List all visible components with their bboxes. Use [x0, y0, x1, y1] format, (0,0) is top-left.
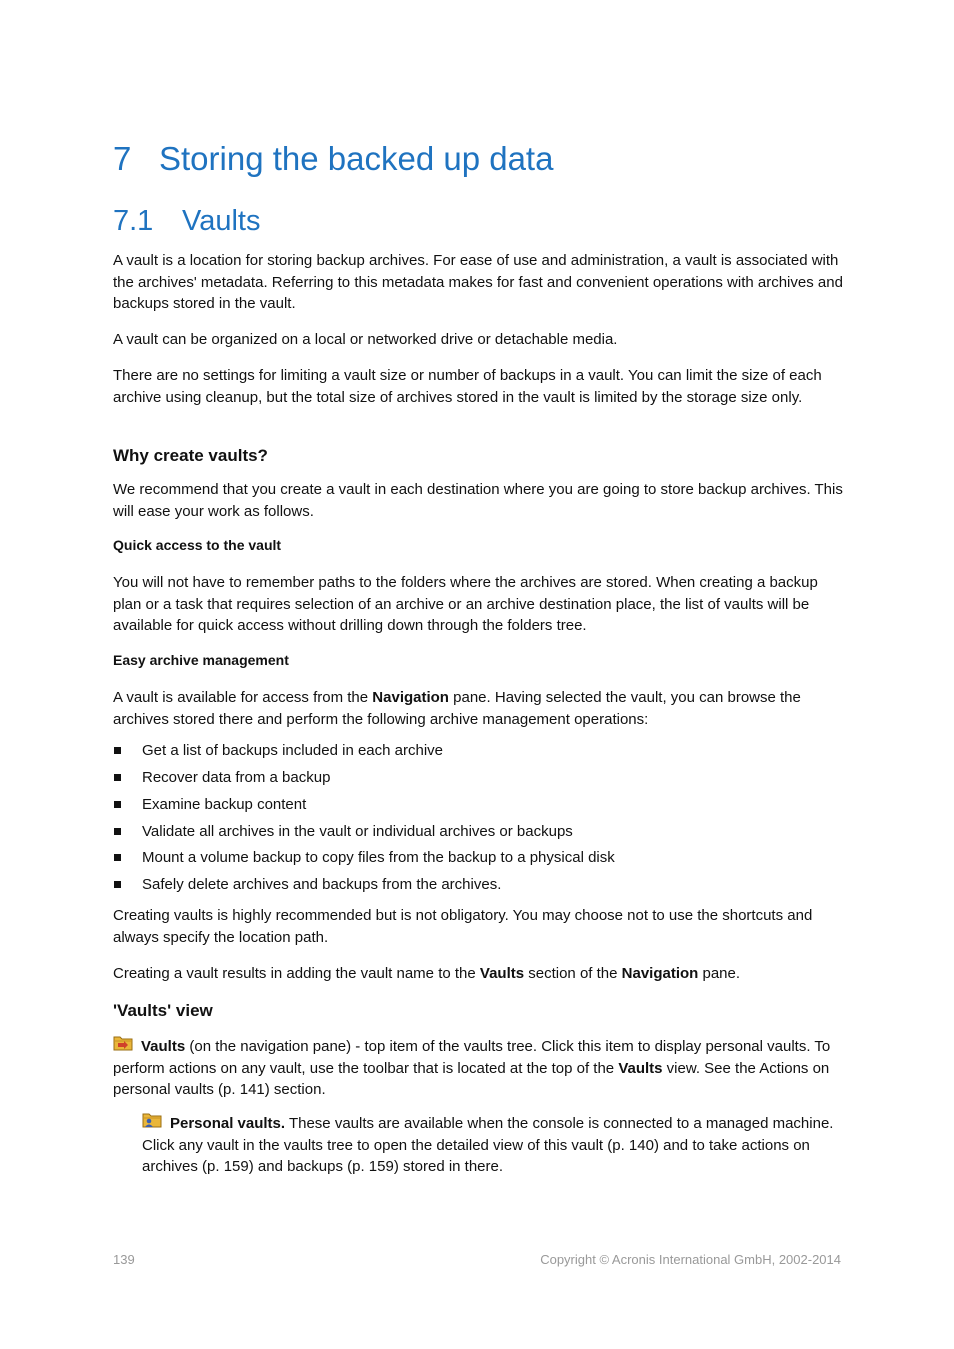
list-item-text: Safely delete archives and backups from the archives.: [142, 876, 502, 893]
list-item-text: Validate all archives in the vault or individual archives or backups: [142, 823, 573, 840]
personal-vaults-paragraph: [142, 1113, 843, 1178]
bullet-marker: [114, 747, 121, 754]
why-heading: Why create vaults?: [113, 446, 268, 465]
why-paragraph: We recommend that you create a vault in each destination where you are going to store backup archives. This will ease your work as follows.: [113, 481, 843, 520]
text-run: These vaults are available when the console is connected to a managed machine. Click any vault in the vaults tree to open the detailed view of this vault (p. 140) and to take actions on archives (p. 159) and backups (p. 159) stored in there.: [142, 1115, 834, 1175]
vaults-item-paragraph: [113, 1036, 843, 1101]
list-item-text: Get a list of backups included in each archive: [142, 742, 444, 759]
text-run: Creating a vault results in adding the vault name to the: [113, 965, 480, 982]
quick-access-paragraph: You will not have to remember paths to the folders where the archives are stored. When creating a backup plan or a task that requires selection of an archive or an archive destination place, the list of vaults will be available for quick access without drilling down through the folders tree.: [113, 574, 818, 634]
intro-paragraph-1: A vault is a location for storing backup archives. For ease of use and administration, a vault is associated with the archives' metadata. Referring to this metadata makes for fast and convenient operations with archives and backups stored in the vault.: [113, 252, 843, 312]
recommend-paragraph: Creating vaults is highly recommended but is not obligatory. You may choose not to use the shortcuts and always specify the location path.: [113, 907, 813, 946]
navigation-term: Navigation: [372, 689, 449, 706]
quick-access-heading: Quick access to the vault: [113, 537, 282, 553]
chapter-heading: [113, 140, 553, 178]
result-paragraph: [113, 963, 843, 985]
intro-paragraph-3: There are no settings for limiting a vault size or number of backups in a vault. You can limit the size of each archive using cleanup, but the total size of archives stored in the vault is limited by the storage size only.: [113, 367, 822, 406]
bullet-marker: [114, 801, 121, 808]
list-item-text: Mount a volume backup to copy files from the backup to a physical disk: [142, 849, 615, 866]
bullet-marker: [114, 854, 121, 861]
intro-paragraph-2: A vault can be organized on a local or networked drive or detachable media.: [113, 331, 618, 348]
bullet-marker: [114, 774, 121, 781]
bullet-marker: [114, 881, 121, 888]
text-run: (on the navigation pane) - top item of the vaults tree. Click this item to display personal vaults. To perform actions on any vault, use the toolbar that is located at the top of the: [113, 1038, 831, 1077]
section-heading: [113, 205, 260, 238]
easy-management-heading: Easy archive management: [113, 652, 289, 668]
personal-vaults-term: Personal vaults.: [170, 1115, 286, 1132]
easy-management-paragraph: [113, 687, 843, 730]
chapter-title: Storing the backed up data: [159, 140, 554, 177]
vaults-term: Vaults: [141, 1038, 186, 1055]
list-item-text: Recover data from a backup: [142, 769, 331, 786]
page-number: 139: [113, 1252, 135, 1267]
navigation-term: Navigation: [621, 965, 699, 982]
section-title: Vaults: [182, 205, 261, 237]
text-run: view. See the Actions on personal vaults (p. 141) section.: [113, 1059, 830, 1098]
text-run: section of the: [524, 965, 622, 982]
chapter-number: 7: [113, 140, 132, 177]
text-run: A vault is available for access from the: [113, 689, 373, 706]
vaults-term: Vaults: [618, 1059, 663, 1077]
vaults-term: Vaults: [479, 965, 525, 982]
vaults-view-heading: 'Vaults' view: [113, 1001, 213, 1020]
list-item-text: Examine backup content: [142, 796, 307, 813]
section-number: 7.1: [113, 205, 154, 237]
text-run: pane. Having selected the vault, you can browse the archives stored there and perform the following archive management operations:: [113, 689, 801, 728]
text-run: pane.: [698, 965, 741, 982]
copyright: Copyright © Acronis International GmbH, 2002-2014: [540, 1252, 841, 1267]
bullet-marker: [114, 828, 121, 835]
